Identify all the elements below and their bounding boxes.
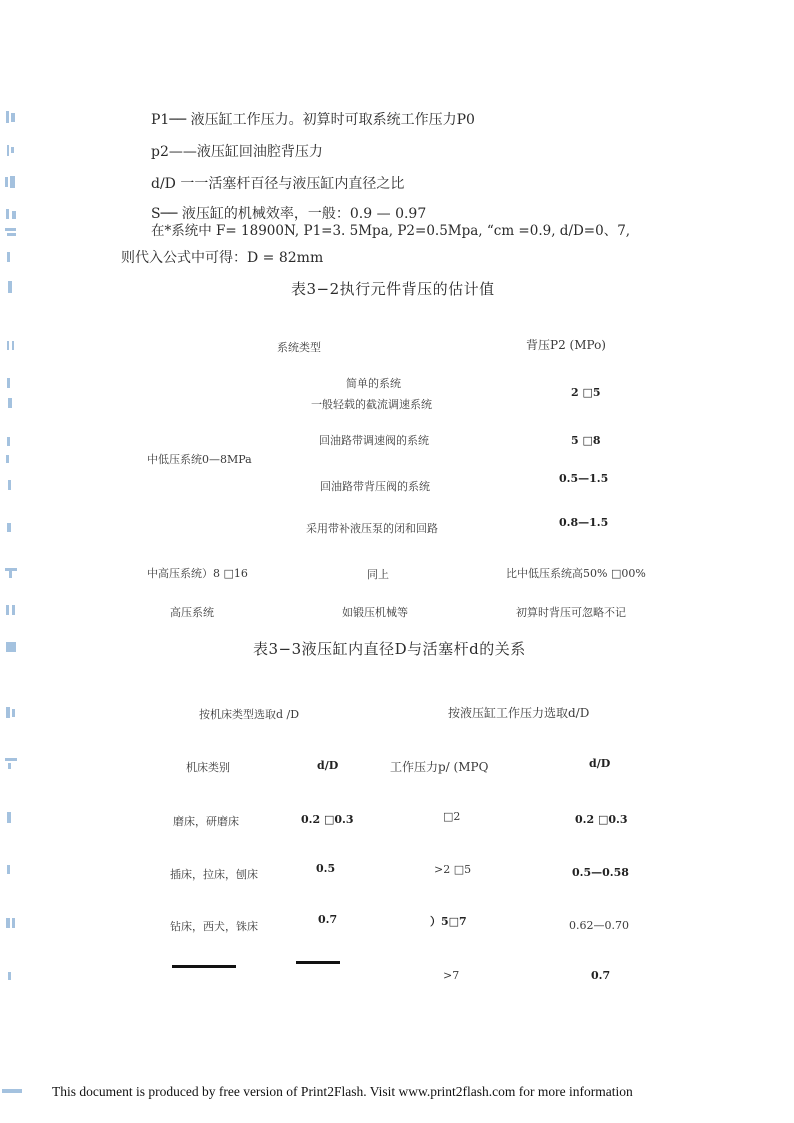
p1-definition: P1── 液压缸工作压力。初算时可取系统工作压力P0 bbox=[151, 112, 475, 128]
table3-cell: 钻床，西犬，铢床 bbox=[170, 920, 258, 933]
table2-row-value: 5 □8 bbox=[571, 434, 601, 447]
table3-bar-right bbox=[296, 961, 340, 964]
table2-row-name: 同上 bbox=[367, 568, 389, 581]
margin-glyph bbox=[4, 968, 18, 982]
table3-head-left: 按机床类型选取d /D bbox=[199, 708, 300, 721]
table3-cell: 0.2 □0.3 bbox=[301, 813, 354, 826]
margin-glyph bbox=[4, 175, 18, 189]
system-parameters: 在*系统中 F= 18900N, P1=3. 5Mpa, P2=0.5Mpa, “cm =0.9, d/D=0、7, bbox=[151, 223, 631, 239]
table2-group-high: 高压系统 bbox=[170, 606, 214, 619]
table2-row-value: 比中低压系统高50% □00% bbox=[506, 567, 646, 580]
margin-glyph bbox=[4, 862, 18, 876]
table2-header-pressure: 背压P2 (MPo) bbox=[526, 338, 606, 352]
table3-cell: 0.62—0.70 bbox=[569, 919, 629, 932]
margin-glyph bbox=[4, 338, 18, 352]
table3-cell: 0.7 bbox=[591, 969, 611, 982]
table2-row-name: 如锻压机械等 bbox=[342, 606, 408, 619]
table3-subhead-pressure: 工作压力p/ (MPQ bbox=[390, 760, 489, 774]
table2-group-midhigh: 中高压系统）8 □16 bbox=[147, 567, 248, 580]
dD-definition: d/D 一一活塞杆百径与液压缸内直径之比 bbox=[151, 176, 405, 192]
margin-glyph bbox=[4, 705, 18, 719]
table3-subhead-type: 机床类别 bbox=[186, 761, 230, 774]
table3-caption: 表3−3液压缸内直径D与活塞杆d的关系 bbox=[253, 640, 526, 658]
table3-cell: ）5□7 bbox=[430, 915, 467, 928]
margin-glyph bbox=[4, 810, 18, 824]
margin-glyph bbox=[4, 434, 18, 448]
result-line: 则代入公式中可得：D = 82mm bbox=[121, 250, 324, 266]
margin-glyph bbox=[4, 520, 18, 534]
margin-glyph bbox=[4, 478, 18, 492]
table2-row-value: 0.5—1.5 bbox=[559, 472, 609, 485]
table2-row-name: 采用带补液压泵的闭和回路 bbox=[306, 522, 438, 535]
table2-caption: 表3−2执行元件背压的估计值 bbox=[291, 280, 495, 298]
table3-subhead-dD2: d/D bbox=[589, 757, 611, 770]
efficiency-definition: S── 液压缸的机械效率，一般：0.9 — 0.97 bbox=[151, 206, 427, 222]
table3-subhead-dD: d/D bbox=[317, 759, 339, 772]
margin-glyph bbox=[2, 1085, 22, 1099]
table2-row-name: 简单的系统 bbox=[346, 377, 401, 390]
margin-glyph bbox=[4, 206, 18, 220]
table3-cell: 0.5 bbox=[316, 862, 336, 875]
table2-row-name: 一般轻载的截流调速系统 bbox=[311, 398, 432, 411]
margin-glyph bbox=[4, 226, 18, 240]
table3-cell: 磨床，研磨床 bbox=[173, 815, 239, 828]
table3-head-right: 按液压缸工作压力选取d/D bbox=[448, 706, 590, 720]
margin-glyph bbox=[4, 280, 18, 294]
margin-glyph bbox=[4, 565, 18, 579]
table3-cell: 0.7 bbox=[318, 913, 338, 926]
table2-group-low: 中低压系统0—8MPa bbox=[147, 453, 252, 466]
margin-glyph bbox=[4, 110, 18, 124]
table2-row-value: 2 □5 bbox=[571, 386, 601, 399]
table2-header-type: 系统类型 bbox=[277, 341, 321, 354]
print2flash-footer: This document is produced by free version of Print2Flash. Visit www.print2flash.com for more information bbox=[52, 1084, 633, 1099]
margin-glyph bbox=[4, 452, 18, 466]
table3-cell: >2 □5 bbox=[434, 863, 472, 876]
table3-cell: □2 bbox=[443, 810, 461, 823]
margin-glyph bbox=[4, 396, 18, 410]
margin-glyph bbox=[4, 640, 18, 654]
margin-glyph bbox=[4, 376, 18, 390]
table2-row-value: 0.8—1.5 bbox=[559, 516, 609, 529]
table2-row-value: 初算时背压可忽略不记 bbox=[516, 606, 626, 619]
margin-glyph bbox=[4, 603, 18, 617]
table2-row-name: 回油路带调速阀的系统 bbox=[319, 434, 429, 447]
table3-cell: 0.2 □0.3 bbox=[575, 813, 628, 826]
table3-cell: 插床，拉床，刨床 bbox=[170, 868, 258, 881]
table2-row-name: 回油路带背压阀的系统 bbox=[320, 480, 430, 493]
margin-glyph bbox=[4, 756, 18, 770]
margin-glyph bbox=[4, 916, 18, 930]
margin-glyph bbox=[4, 143, 18, 157]
p2-definition: p2——液压缸回油腔背压力 bbox=[151, 144, 323, 160]
margin-glyph bbox=[4, 250, 18, 264]
table3-cell: >7 bbox=[443, 969, 460, 982]
table3-cell: 0.5—0.58 bbox=[572, 866, 629, 879]
table3-bar-left bbox=[172, 965, 236, 968]
